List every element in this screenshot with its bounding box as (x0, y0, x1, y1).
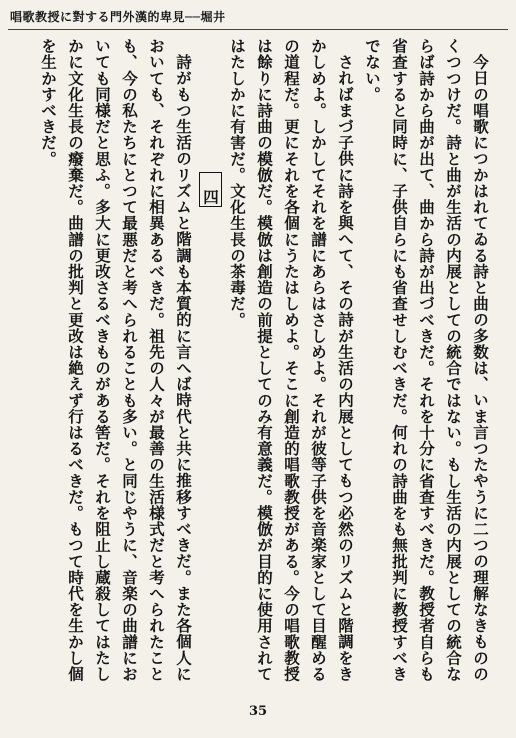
running-head: 唱歌教授に對する門外漢的卑見──堀井 (10, 10, 226, 24)
section-number: 四 (199, 172, 222, 208)
paragraph-3: 詩がもつ生活のリズムと階調も本質的に言へば時代と共に推移すべきだ。また各個人においても、それぞれに相異あるべきだ。祖先の人々が最善の生活様式だと考へられたことも、今の私たちにとつて最悪だと考へられることも多い。と同じやうに、音楽の曲譜においても同様だと思ふ。多大に更改さるべきものがある筈だ。それを阻止し蔵殺してはたしかに文化生長の癈棄だ。曲譜の批判と更改は絶えず行はるべきだ。もつて時代を生かし個を生かすべきだ。 (39, 38, 193, 682)
paragraph-1: 今日の唱歌につかはれてゐる詩と曲の多数は、いま言つたやうに二つの理解なきもののくつつけだ。詩と曲が生活の内展としての統合ではない。もし生活の内展としての統合ならば詩から曲が出て、曲から詩が出づべきだ。それを十分に省査すべきだ。教授者自らも省査すると同時に、子供自らにも省査せしむべきだ。何れの詩曲をも無批判に教授すべきでない。 (363, 38, 490, 682)
body-text (24, 38, 494, 692)
page-number: 35 (248, 704, 268, 719)
paragraph-2: さればまづ子供に詩を與へて、その詩が生活の内展としてもつ必然のリズムと階調をきかしめよ。しかしてそれを譜にあらはさしめよ。それが彼等子供を音楽家として目醒めるの道程だ。更にそれを各個にうたはしめよ。そこに創造的唱歌教授がある。今の唱歌教授は餘りに詩曲の模倣だ。模倣は創造の前提としてのみ有意義だ。模倣が目的に使用されてはたしかに有害だ。文化生長の茶毒だ。 (228, 38, 355, 682)
section-marker (197, 38, 224, 692)
header-divider (8, 29, 508, 30)
